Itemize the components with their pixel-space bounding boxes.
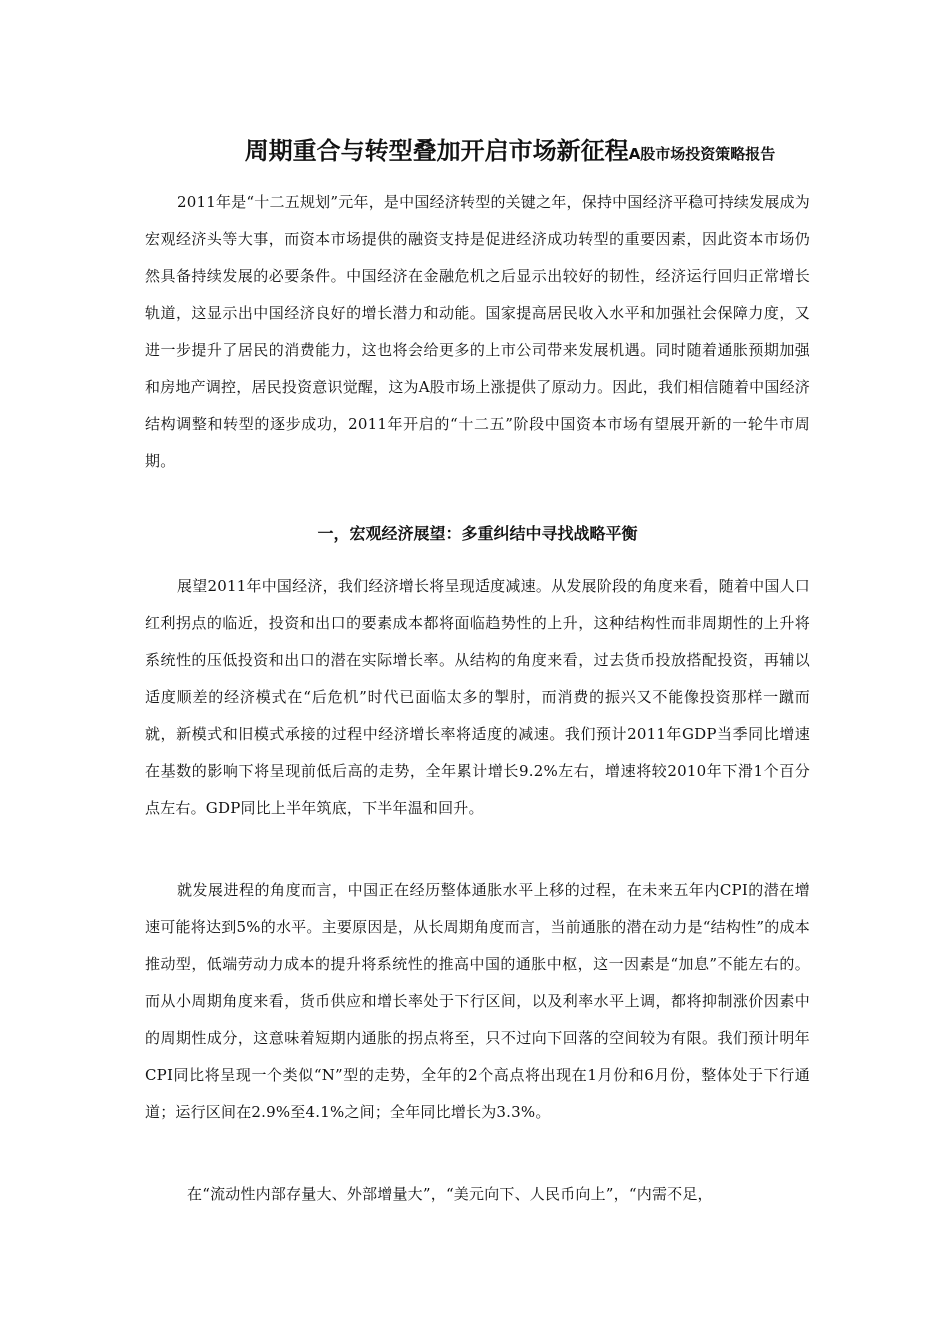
section-heading: 一，宏观经济展望：多重纠结中寻找战略平衡: [317, 524, 638, 543]
body-paragraph: 展望2011年中国经济，我们经济增长将呈现适度减速。从发展阶段的角度来看，随着中国人口红利拐点的临近，投资和出口的要素成本都将面临趋势性的上升，这种结构性而非周期性的上升将系统性的压低投资和出口的潜在实际增长率。从结构的角度来看，过去货币投放搭配投资，再辅以适度顺差的经济模式在“后危机”时代已面临太多的掣肘，而消费的振兴又不能像投资那样一蹴而就，新模式和旧模式承接的过程中经济增长率将适度的减速。我们预计2011年GDP当季同比增速在基数的影响下将呈现前低后高的走势，全年累计增长9.2%左右，增速将较2010年下滑1个百分点左右。GDP同比上半年筑底，下半年温和回升。: [145, 577, 810, 817]
body-paragraph: 在“流动性内部存量大、外部增量大”，“美元向下、人民币向上”，“内需不足，: [187, 1185, 713, 1203]
title-row: [0, 131, 950, 166]
body-paragraph: 就发展进程的角度而言，中国正在经历整体通胀水平上移的过程，在未来五年内CPI的潜在增速可能将达到5%的水平。主要原因是，从长周期角度而言，当前通胀的潜在动力是“结构性”的成本推动型，低端劳动力成本的提升将系统性的推高中国的通胀中枢，这一因素是“加息”不能左右的。而从小周期角度来看，货币供应和增长率处于下行区间，以及利率水平上调，都将抑制涨价因素中的周期性成分，这意味着短期内通胀的拐点将至，只不过向下回落的空间较为有限。我们预计明年CPI同比将呈现一个类似“N”型的走势，全年的2个高点将出现在1月份和6月份，整体处于下行通道；运行区间在2.9%至4.1%之间；全年同比增长为3.3%。: [145, 881, 810, 1121]
document-subtitle: A股市场投资策略报告: [628, 145, 776, 163]
intro-paragraph: 2011年是“十二五规划”元年，是中国经济转型的关键之年，保持中国经济平稳可持续发展成为宏观经济头等大事，而资本市场提供的融资支持是促进经济成功转型的重要因素，因此资本市场仍然具备持续发展的必要条件。中国经济在金融危机之后显示出较好的韧性，经济运行回归正常增长轨道，这显示出中国经济良好的增长潜力和动能。国家提高居民收入水平和加强社会保障力度，又进一步提升了居民的消费能力，这也将会给更多的上市公司带来发展机遇。同时随着通胀预期加强和房地产调控，居民投资意识觉醒，这为A股市场上涨提供了原动力。因此，我们相信随着中国经济结构调整和转型的逐步成功，2011年开启的“十二五”阶段中国资本市场有望展开新的一轮牛市周期。: [145, 193, 810, 470]
document-title: 周期重合与转型叠加开启市场新征程: [244, 137, 629, 165]
